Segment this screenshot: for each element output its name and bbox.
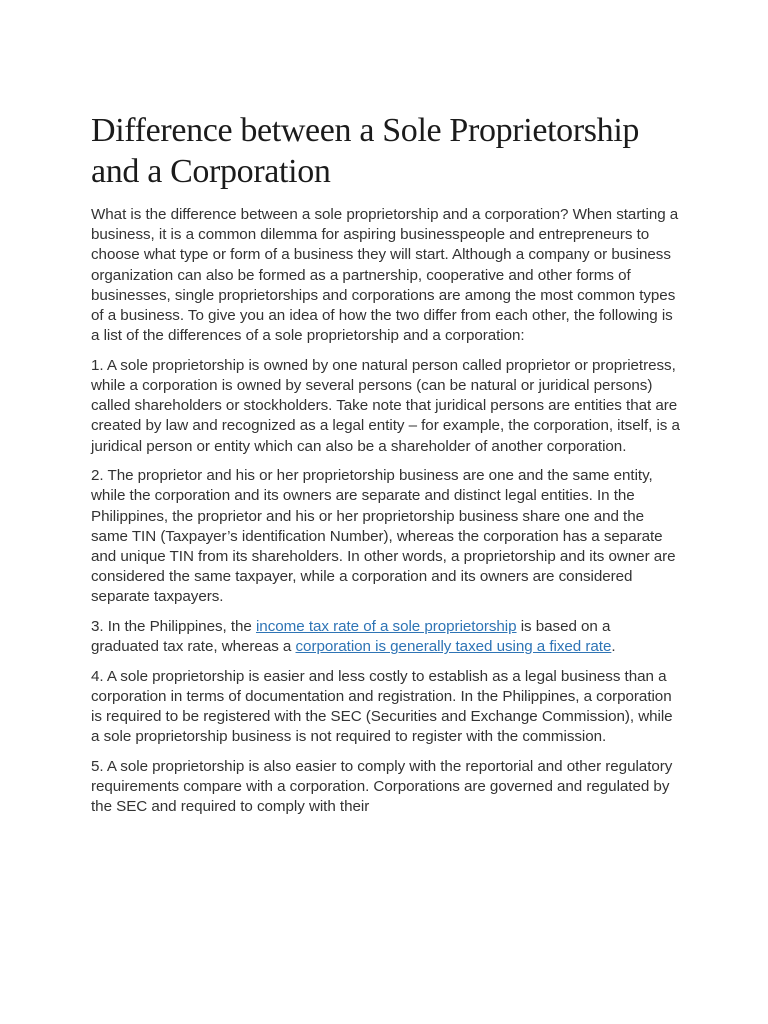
point-4-paragraph: 4. A sole proprietorship is easier and less costly to establish as a legal business than a corporation in terms of documentation and registration. In the Philippines, a corporation is required to be registered with the SEC (Securities and Exchange Commission), while a sole proprietorship business is not required to register with the commission.: [91, 667, 673, 746]
point-3-paragraph: [91, 617, 681, 657]
point-2-paragraph: 2. The proprietor and his or her proprietorship business are one and the same entity, while the corporation and its owners are separate and distinct legal entities. In the Philippines, the proprietor and his or her proprietorship business share one and the same TIN (Taxpayer’s identification Number), whereas the corporation has a separate and unique TIN from its shareholders. In other words, a proprietorship and its owner are considered the same taxpayer, while a corporation and its owners are considered separate taxpayers.: [91, 467, 676, 606]
point-1-paragraph: 1. A sole proprietorship is owned by one natural person called proprietor or proprietress, while a corporation is owned by several persons (can be natural or juridical persons) called shareholders or stockholders. Take note that juridical persons are entities that are created by law and recognized as a legal entity – for example, the corporation, itself, is a juridical person or entity which can also be a shareholder of another corporation.: [91, 356, 680, 455]
point-5-paragraph: 5. A sole proprietorship is also easier to comply with the reportorial and other regulatory requirements compare with a corporation. Corporations are governed and regulated by the SEC and required to comply with their: [91, 758, 673, 816]
point-3-text-after: .: [611, 638, 616, 656]
point-3-text-middle: is based on a graduated tax rate, whereas a: [91, 618, 611, 656]
income-tax-rate-link[interactable]: income tax rate of a sole proprietorship: [255, 618, 517, 636]
document-title: Difference between a Sole Proprietorship and a Corporation: [91, 112, 640, 190]
intro-paragraph: What is the difference between a sole proprietorship and a corporation? When starting a business, it is a common dilemma for aspiring businesspeople and entrepreneurs to choose what type or form of a business they will start. Although a company or business organization can also be formed as a partnership, cooperative and other forms of businesses, single proprietorships and corporations are among the most common types of a business. To give you an idea of how the two differ from each other, the following is a list of the differences of a sole proprietorship and a corporation:: [91, 206, 679, 345]
corporation-fixed-rate-link[interactable]: corporation is generally taxed using a fixed rate: [295, 638, 612, 656]
document-page: [91, 110, 681, 827]
point-3-text-before: 3. In the Philippines, the: [91, 618, 256, 636]
